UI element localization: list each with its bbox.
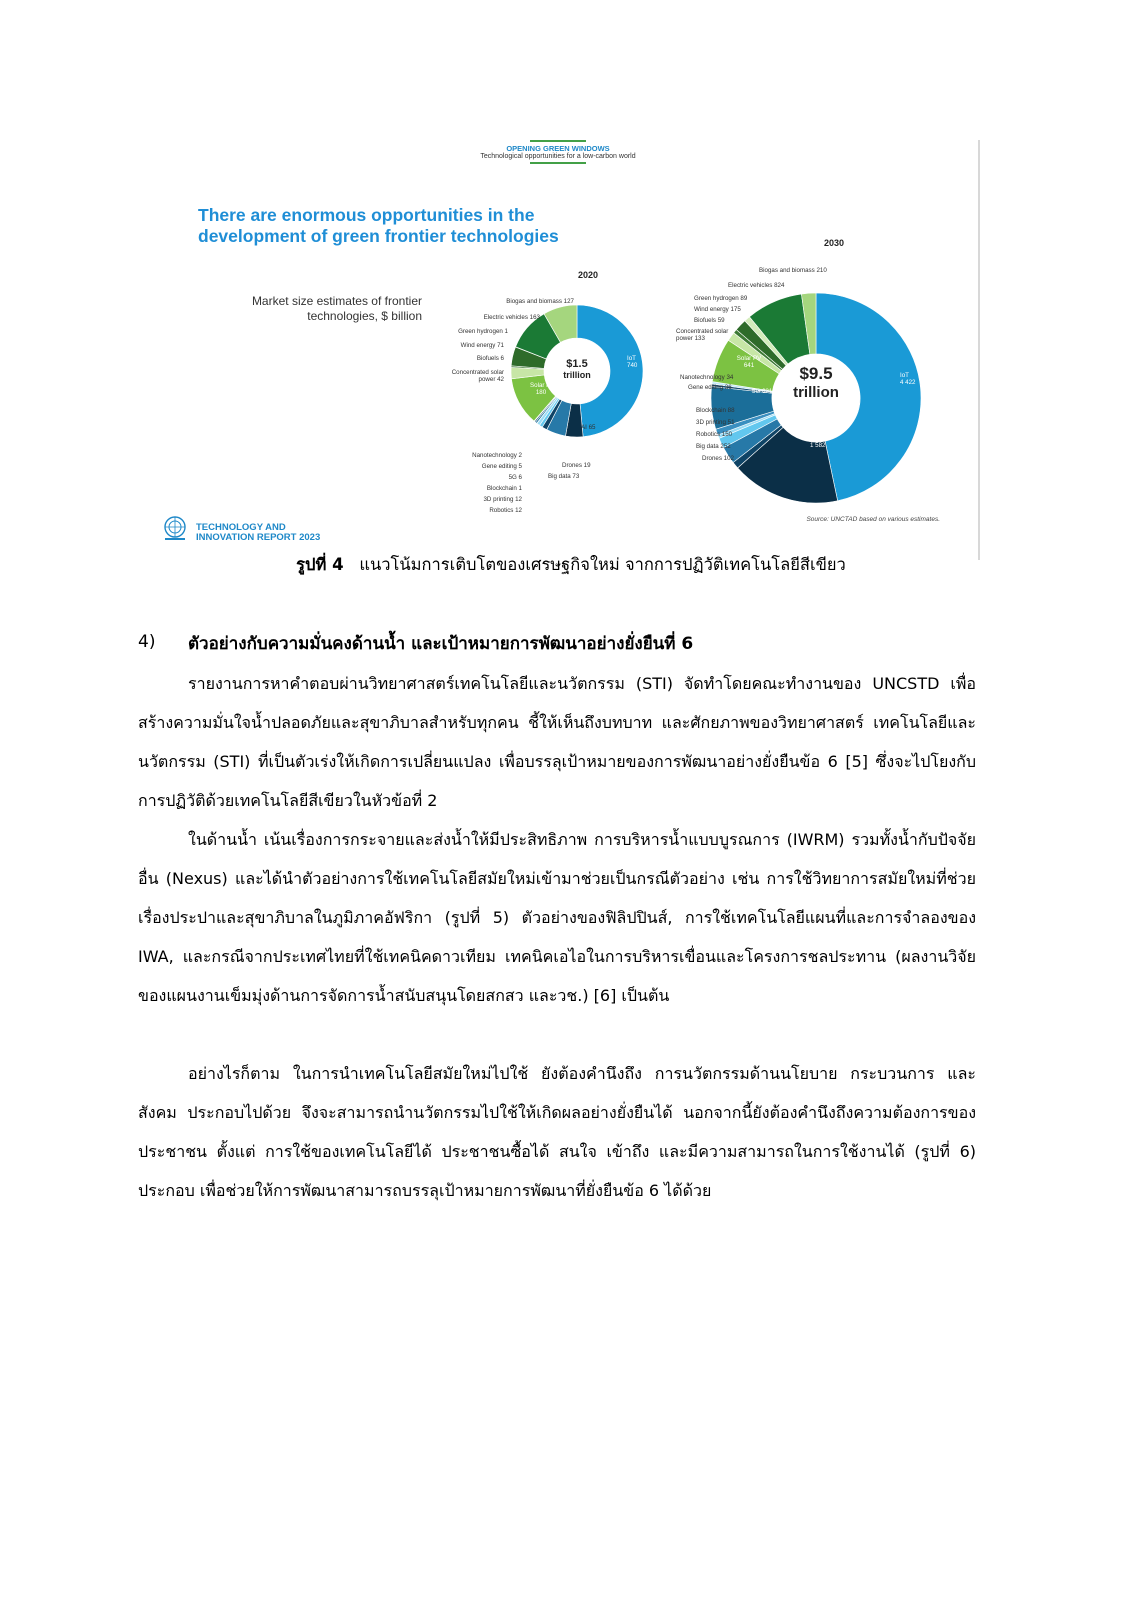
label-2020-3d-printing: 3D printing 12 [483,496,522,503]
header-title: OPENING GREEN WINDOWS [506,144,610,153]
label-2030-blockchain: Blockchain 88 [696,407,735,414]
caption-text: แนวโน้มการเติบโตของเศรษฐกิจใหม่ จากการปฏิวัติเทคโนโลยีสีเขียว [359,555,846,574]
label-2030-iot-name: IoT [900,372,909,379]
label-2030-solar [736,355,762,369]
label-2030-solar-value: 641 [743,362,755,369]
label-2030-robotics: Robotics 150 [696,431,733,438]
figure-headline: There are enormous opportunities in the development of green frontier technologies [198,205,559,246]
paragraph-water-examples: ในด้านน้ำ เน้นเรื่องการกระจายและส่งน้ำให้มีประสิทธิภาพ การบริหารน้ำแบบบูรณการ (IWRM) รวมทั้งน้ำกับปัจจัยอื่น (Nexus) และได้นำตัวอย่างการใช้เทคโนโลยีสมัยใหม่เข้ามาช่วยเป็นกรณีตัวอย่าง เช่น การใช้วิทยาการสมัยใหม่ที่ช่วยเรื่องประปาและสุขาภิบาลในภูมิภาคอัฟริกา (รูปที่ 5) ตัวอย่างของฟิลิปปินส์, การใช้เทคโนโลยีแผนที่และการจำลองของ IWA, และกรณีจากประเทศไทยที่ใช้เทคนิคดาวเทียม เทคนิคเอไอในการบริหารเขื่อนและโครงการชลประทาน (ผลงานวิจัยของแผนงานเข็มมุ่งด้านการจัดการน้ำสนับสนุนโดยสกสว และวช.) [6] เป็นต้น [138,830,976,1005]
label-2020-solar-value: 180 [535,389,547,396]
label-2020-csp: Concentrated solar power 42 [451,369,504,383]
header-subtitle: Technological opportunities for a low-carbon world [480,153,636,160]
label-2030-ev: Electric vehicles 824 [728,282,785,289]
label-2020-nano: Nanotechnology 2 [472,452,522,459]
market-size-subtitle: Market size estimates of frontier technologies, $ billion [251,294,422,323]
label-2020-robotics: Robotics 12 [489,507,522,514]
paragraph-sti-report: รายงานการหาคำตอบผ่านวิทยาศาสตร์เทคโนโลยีและนวัตกรรม (STI) จัดทำโดยคณะทำงานของ UNCSTD เพื่อสร้างความมั่นใจน้ำปลอดภัยและสุขาภิบาลสำหรับทุกคน ชี้ให้เห็นถึงบทบาท และศักยภาพของวิทยาศาสตร์ เทคโนโลยีและนวัตกรรม (STI) ที่เป็นตัวเร่งให้เกิดการเปลี่ยนแปลง เพื่อบรรลุเป้าหมายของการพัฒนาอย่างยั่งยืนข้อ 6 [5] ซึ่งจะไปโยงกับการปฏิวัติด้วยเทคโนโลยีสีเขียวในหัวข้อที่ 2 [138,674,976,810]
center-unit-2020: trillion [563,370,591,380]
figure-caption [0,552,1142,578]
un-emblem-icon [162,515,188,541]
report-name: TECHNOLOGY AND INNOVATION REPORT 2023 [196,522,321,543]
year-label-2020: 2020 [578,270,599,280]
label-2020-big-data: Big data 73 [548,473,580,480]
label-2020-hydrogen: Green hydrogen 1 [458,328,508,335]
label-2030-3d-printing: 3D printing 51 [696,419,735,426]
label-2030-iot [900,372,915,386]
label-2020-iot-value: 740 [627,362,638,369]
label-2030-biogas: Biogas and biomass 210 [759,267,827,274]
label-2030-drones: Drones 102 [702,455,734,462]
figure-border [978,140,980,560]
label-2030-biofuels: Biofuels 59 [694,317,725,324]
label-2020-drones: Drones 19 [562,462,591,469]
label-2020-iot [627,355,637,369]
opening-green-windows-header [458,140,658,164]
center-label-2020 [556,358,598,380]
label-2030-big-data: Big data 252 [696,443,731,450]
label-2020-biofuels: Biofuels 6 [476,355,504,362]
label-2030-ai-value: 1 582 [810,442,826,449]
label-2020-ai: AI 65 [581,424,596,431]
label-2030-nano: Nanotechnology 34 [680,374,734,381]
header-bottom-rule [530,162,586,164]
label-2030-5g: 5G 621 [752,388,773,395]
label-2030-solar-name: Solar PV [736,355,762,362]
label-2030-csp: Concentrated solar power 133 [676,328,729,342]
label-2020-wind: Wind energy 71 [460,342,504,349]
header-top-rule [530,140,586,142]
section-title: ตัวอย่างกับความมั่นคงด้านน้ำ และเป้าหมายการพัฒนาอย่างยั่งยืนที่ 6 [188,634,694,654]
year-label-2030: 2030 [824,238,845,248]
center-unit-2030: trillion [793,384,839,401]
label-2030-ai [810,435,825,449]
label-2020-iot-name: IoT [627,355,636,362]
label-2030-hydrogen: Green hydrogen 89 [694,295,748,302]
label-2020-ev: Electric vehicles 163 [483,314,540,321]
label-2020-gene: Gene editing 5 [481,463,522,470]
label-2030-wind: Wind energy 175 [694,306,741,313]
label-2020-solar-name: Solar PV [530,382,555,389]
center-label-2030 [784,364,848,401]
label-2020-biogas: Biogas and biomass 127 [506,298,574,305]
source-note: Source: UNCTAD based on various estimates. [806,516,940,523]
figure-infographic [158,132,980,564]
section-number: 4) [138,632,156,652]
label-2020-blockchain: Blockchain 1 [486,485,522,492]
paragraph-policy-innovation: อย่างไรก็ตาม ในการนำเทคโนโลยีสมัยใหม่ไปใช้ ยังต้องคำนึงถึง การนวัตกรรมด้านนโยบาย กระบวนการ และสังคม ประกอบไปด้วย จึงจะสามารถนำนวัตกรรมไปใช้ให้เกิดผลอย่างยั่งยืนได้ นอกจากนี้ยังต้องคำนึงถึงความต้องการของประชาชน ตั้งแต่ การใช้ของเทคโนโลยีได้ ประชาชนซื้อได้ สนใจ เข้าถึง และมีความสามารถในการใช้งานได้ (รูปที่ 6) ประกอบ เพื่อช่วยให้การพัฒนาสามารถบรรลุเป้าหมายการพัฒนาที่ยั่งยืนข้อ 6 ได้ด้วย [138,1064,976,1200]
label-2020-5g: 5G 6 [508,474,522,481]
label-2020-solar [530,382,555,396]
label-2030-iot-value: 4 422 [900,379,916,386]
center-value-2020: $1.5 [566,358,588,370]
center-value-2030: $9.5 [799,364,833,383]
label-2030-ai-name: AI [810,435,816,442]
caption-label: รูปที่ 4 [296,555,344,574]
label-2030-gene: Gene editing 36 [688,384,732,391]
